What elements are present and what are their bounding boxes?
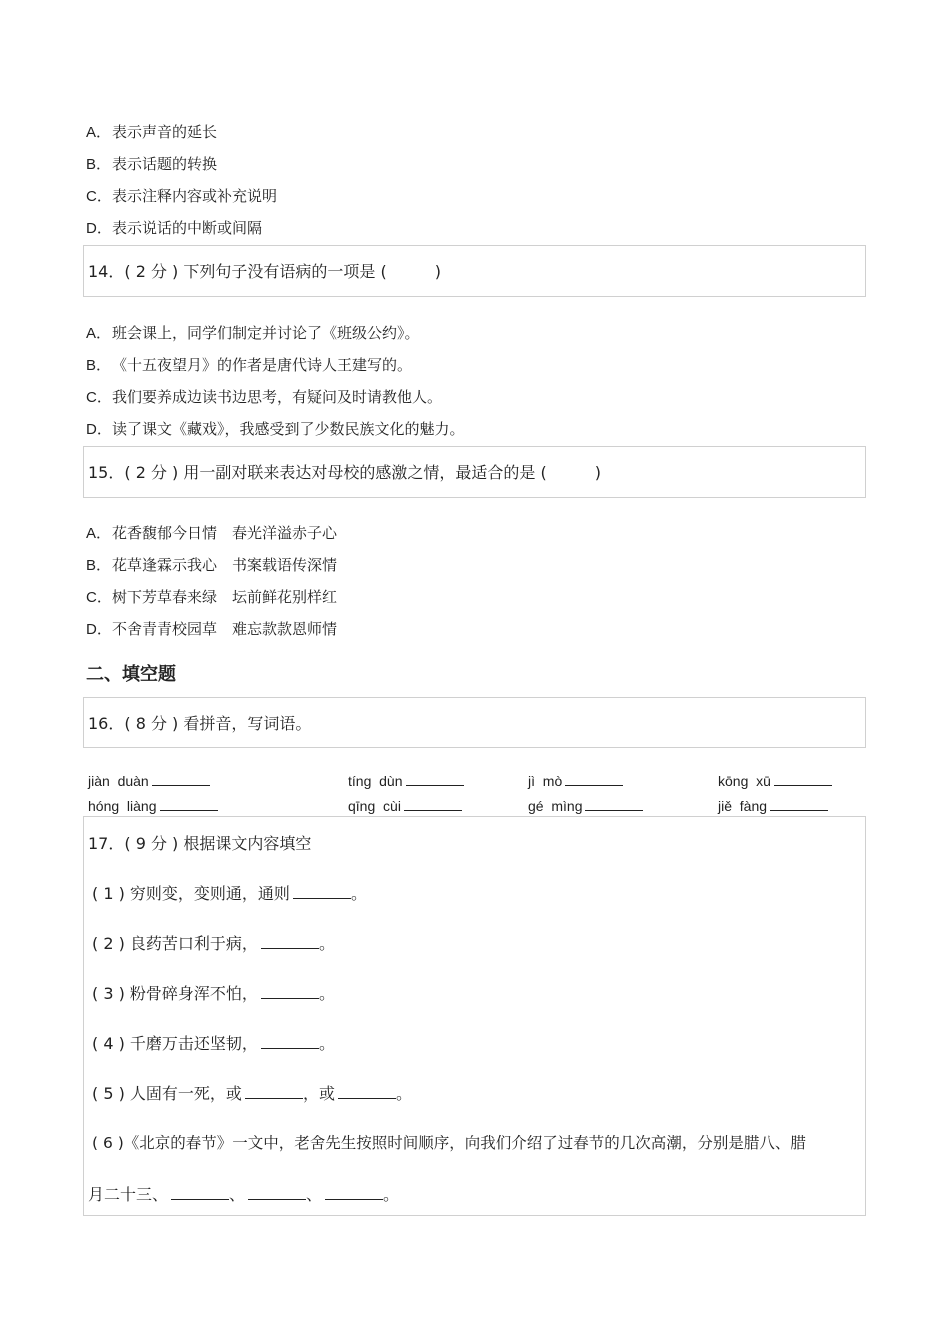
q15-option-a[interactable]: A．花香馥郁今日情 春光洋溢赤子心 [86,524,338,542]
answer-blank[interactable] [406,771,464,786]
answer-blank[interactable] [770,796,828,811]
q17-item-4: ( 4 ) 千磨万击还坚韧， 。 [92,1034,335,1053]
q17-item-6-cont: 月二十三、 、 、 。 [88,1185,400,1204]
q17-item-6: ( 6 )《北京的春节》一文中，老舍先生按照时间顺序，向我们介绍了过春节的几次高潮，分别是腊八、腊 [92,1134,806,1152]
q14-option-d[interactable]: D．读了课文《藏戏》，我感受到了少数民族文化的魅力。 [86,420,465,438]
q14-option-a[interactable]: A．班会课上，同学们制定并讨论了《班级公约》。 [86,324,420,342]
answer-blank[interactable] [261,984,319,999]
pinyin-item[interactable]: qīng cùi [348,796,462,815]
q15-option-c[interactable]: C．树下芳草春来绿 坛前鲜花别样红 [86,588,338,606]
q13-option-d[interactable]: D．表示说话的中断或间隔 [86,219,263,237]
answer-blank[interactable] [293,884,351,899]
q15-option-b[interactable]: B．花草逢霖示我心 书案载语传深情 [86,556,338,574]
pinyin-item[interactable]: tíng dùn [348,771,464,790]
answer-blank[interactable] [261,934,319,949]
section-heading: 二、填空题 [86,664,176,685]
q15-option-d[interactable]: D．不舍青青校园草 难忘款款恩师情 [86,620,338,638]
answer-blank[interactable] [171,1185,229,1200]
pinyin-item[interactable]: hóng liàng [88,796,218,815]
q14-box [83,245,866,297]
q14-title: 14．( 2 分 ) 下列句子没有语病的一项是 ( ) [88,262,441,281]
q17-box [83,816,866,1216]
q17-title: 17．( 9 分 ) 根据课文内容填空 [88,834,312,853]
pinyin-item[interactable]: kōng xū [718,771,832,790]
q14-option-c[interactable]: C．我们要养成边读书边思考，有疑问及时请教他人。 [86,388,443,406]
q17-item-2: ( 2 ) 良药苦口利于病， 。 [92,934,335,953]
q17-item-3: ( 3 ) 粉骨碎身浑不怕， 。 [92,984,335,1003]
q17-item-5: ( 5 ) 人固有一死，或 ，或 。 [92,1084,412,1103]
pinyin-item[interactable]: jiě fàng [718,796,828,815]
answer-blank[interactable] [404,796,462,811]
q13-option-a[interactable]: A．表示声音的延长 [86,123,218,141]
q13-option-c[interactable]: C．表示注释内容或补充说明 [86,187,278,205]
answer-blank[interactable] [585,796,643,811]
pinyin-item[interactable]: gé mìng [528,796,643,815]
answer-blank[interactable] [325,1185,383,1200]
pinyin-item[interactable]: jì mò [528,771,623,790]
pinyin-item[interactable]: jiàn duàn [88,771,210,790]
q15-title: 15．( 2 分 ) 用一副对联来表达对母校的感激之情，最适合的是 ( ) [88,463,601,482]
q15-box [83,446,866,498]
answer-blank[interactable] [774,771,832,786]
q16-box [83,697,866,748]
answer-blank[interactable] [338,1084,396,1099]
q16-title: 16．( 8 分 ) 看拼音，写词语。 [88,714,312,733]
answer-blank[interactable] [245,1084,303,1099]
q17-item-1: ( 1 ) 穷则变，变则通，通则 。 [92,884,367,903]
q14-option-b[interactable]: B．《十五夜望月》的作者是唐代诗人王建写的。 [86,356,413,374]
answer-blank[interactable] [152,771,210,786]
q13-option-b[interactable]: B．表示话题的转换 [86,155,218,173]
answer-blank[interactable] [261,1034,319,1049]
answer-blank[interactable] [160,796,218,811]
answer-blank[interactable] [248,1185,306,1200]
answer-blank[interactable] [565,771,623,786]
